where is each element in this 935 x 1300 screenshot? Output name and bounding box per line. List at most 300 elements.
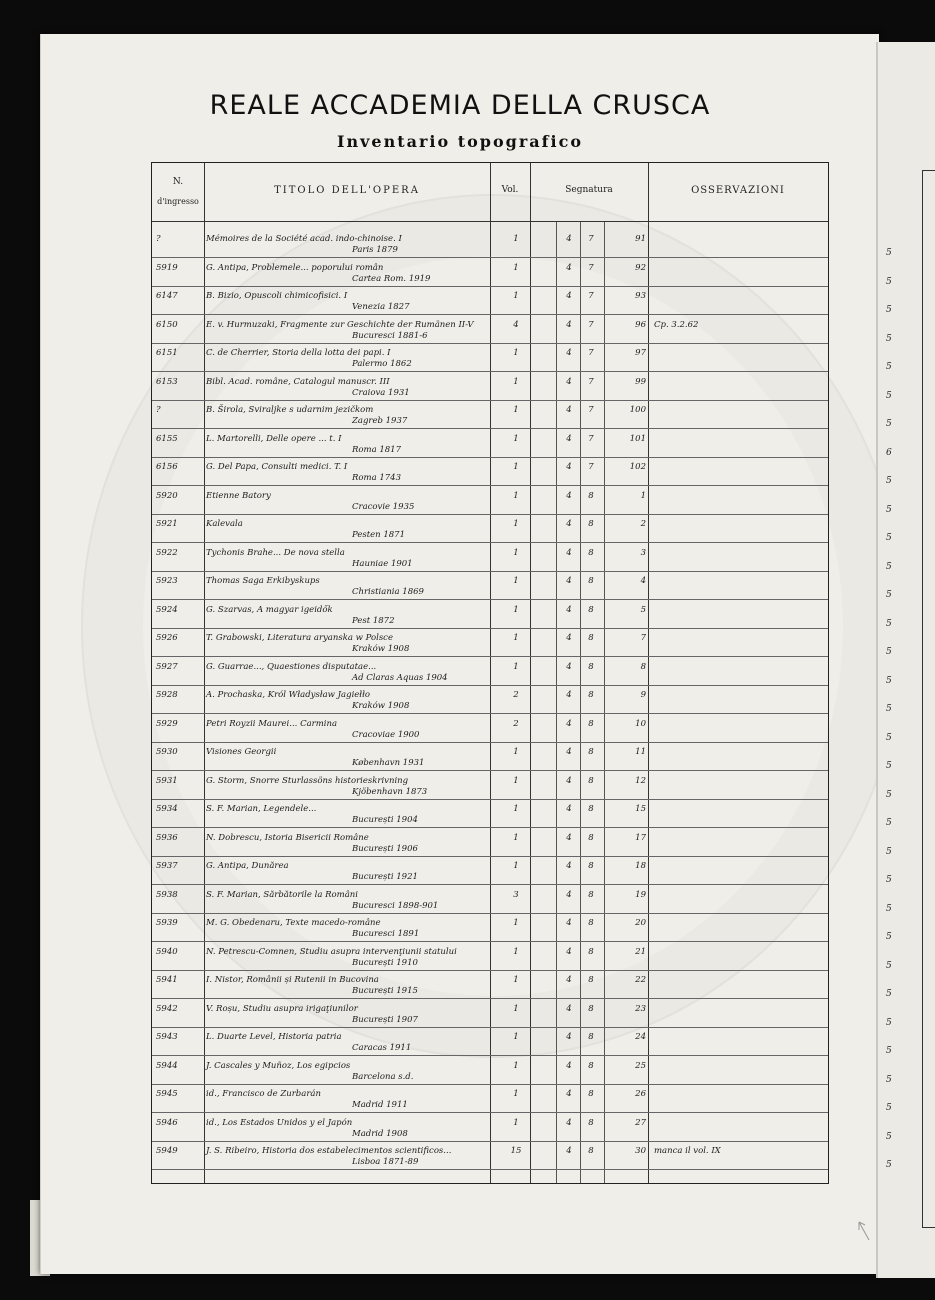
- shelfmark-part-3: 12: [635, 775, 646, 786]
- entry-volumes: 2: [513, 690, 519, 700]
- entry-place-date: București 1906: [352, 843, 418, 854]
- entry-place-date: Cracoviae 1900: [352, 729, 420, 740]
- entry-volumes: 1: [513, 576, 519, 586]
- shelfmark-part-3: 19: [635, 889, 646, 900]
- table-row: [152, 773, 828, 800]
- shelfmark-part-3: 11: [635, 747, 646, 757]
- shelfmark-part-1: 4: [566, 1089, 572, 1099]
- shelfmark-part-2: 8: [588, 975, 594, 985]
- entry-volumes: 1: [513, 291, 519, 301]
- shelfmark-part-2: 8: [588, 861, 594, 871]
- shelfmark-part-3: 25: [635, 1060, 646, 1071]
- table-row: [152, 1086, 828, 1113]
- shelfmark-part-2: 8: [588, 918, 594, 928]
- entry-number: 5923: [156, 576, 178, 586]
- shelfmark-part-1: 4: [566, 804, 572, 814]
- entry-place-date: Cracovie 1935: [352, 501, 415, 512]
- shelfmark-part-1: 4: [566, 661, 572, 672]
- entry-volumes: 2: [513, 718, 519, 729]
- entry-observation: Cp. 3.2.62: [654, 319, 699, 330]
- header-rule: [152, 221, 828, 222]
- shelfmark-part-1: 4: [566, 234, 572, 244]
- entry-place-date: Barcelona s.d.: [352, 1071, 414, 1082]
- entry-number: 5931: [156, 775, 178, 786]
- entry-place-date: Roma 1817: [352, 444, 401, 455]
- entry-number: 6151: [156, 348, 178, 358]
- entry-title: L. Duarte Level, Historia patria: [206, 1032, 342, 1042]
- shelfmark-part-3: 27: [635, 1117, 646, 1128]
- shelfmark-part-3: 91: [635, 234, 646, 244]
- entry-number: 6153: [156, 376, 178, 387]
- shelfmark-part-1: 4: [566, 1146, 572, 1156]
- entry-place-date: Pest 1872: [352, 615, 395, 626]
- shelfmark-part-2: 8: [588, 1089, 594, 1099]
- entry-number: 5934: [156, 804, 178, 814]
- shelfmark-part-2: 8: [588, 547, 594, 558]
- entry-place-date: Bucuresci 1891: [352, 929, 420, 939]
- shelfmark-part-3: 24: [635, 1032, 646, 1042]
- shelfmark-part-1: 4: [566, 918, 572, 928]
- facing-page-table: [922, 170, 935, 1228]
- table-row: [152, 944, 828, 971]
- entry-number: 6147: [156, 291, 178, 301]
- facing-page-mark: 5: [886, 989, 892, 999]
- entry-title: V. Roșu, Studiu asupra irigaţiunilor: [206, 1003, 358, 1014]
- entry-title: J. S. Ribeiro, Historia dos estabelecimentos scientificos...: [206, 1146, 452, 1156]
- table-row: [152, 744, 828, 771]
- facing-page-mark: 5: [886, 1074, 892, 1085]
- entry-title: Kalevala: [206, 519, 243, 529]
- entry-number: 6155: [156, 433, 178, 444]
- table-row: [152, 915, 828, 942]
- entry-number: 5937: [156, 861, 178, 871]
- shelfmark-part-1: 4: [566, 547, 572, 558]
- shelfmark-part-2: 8: [588, 889, 594, 900]
- entry-place-date: Caracas 1911: [352, 1043, 412, 1053]
- entry-place-date: Craiova 1931: [352, 387, 410, 398]
- entry-title: Bibl. Acad. române, Catalogul manuscr. III: [206, 376, 390, 387]
- table-row: [152, 516, 828, 543]
- entry-number: 5920: [156, 490, 178, 501]
- entry-place-date: București 1915: [352, 986, 418, 996]
- shelfmark-part-3: 100: [629, 405, 646, 415]
- entry-place-date: Zagreb 1937: [352, 416, 408, 426]
- table-row: [152, 1115, 828, 1142]
- table-row: [152, 345, 828, 372]
- entry-number: 5930: [156, 747, 178, 757]
- entry-number: 5936: [156, 832, 178, 843]
- entry-title: L. Martorelli, Delle opere ... t. I: [206, 433, 342, 444]
- shelfmark-part-1: 4: [566, 747, 572, 757]
- entry-number: 6150: [156, 319, 178, 330]
- table-row: [152, 830, 828, 857]
- shelfmark-part-3: 9: [640, 690, 646, 700]
- shelfmark-part-2: 8: [588, 718, 594, 729]
- facing-page-mark: 5: [886, 789, 892, 800]
- entry-place-date: Lisboa 1871-89: [352, 1157, 419, 1167]
- entry-volumes: 1: [513, 946, 519, 957]
- entry-place-date: Kraków 1908: [352, 701, 410, 711]
- shelfmark-part-1: 4: [566, 490, 572, 501]
- shelfmark-part-3: 26: [635, 1089, 646, 1099]
- inventory-page: [40, 34, 879, 1274]
- entry-title: G. Antipa, Dunărea: [206, 861, 289, 871]
- entry-volumes: 1: [513, 433, 519, 444]
- entry-place-date: Pesten 1871: [352, 530, 405, 540]
- entry-title: id., Los Estados Unidos y el Japón: [206, 1117, 353, 1128]
- shelfmark-part-2: 8: [588, 690, 594, 700]
- facing-page-mark: 5: [886, 305, 892, 315]
- shelfmark-part-1: 4: [566, 376, 572, 387]
- table-row: [152, 573, 828, 600]
- entry-volumes: 1: [513, 804, 519, 814]
- facing-page-mark: 5: [886, 960, 892, 971]
- shelfmark-part-1: 4: [566, 519, 572, 529]
- entry-place-date: București 1910: [352, 957, 418, 968]
- shelfmark-part-1: 4: [566, 946, 572, 957]
- facing-page-mark: 5: [886, 590, 892, 600]
- facing-page-mark: 5: [886, 1160, 892, 1170]
- shelfmark-part-1: 4: [566, 1060, 572, 1071]
- shelfmark-part-2: 7: [588, 405, 594, 415]
- table-row: [152, 374, 828, 401]
- entry-place-date: București 1921: [352, 872, 418, 882]
- shelfmark-part-3: 92: [635, 262, 646, 273]
- institution-title: REALE ACCADEMIA DELLA CRUSCA: [209, 90, 711, 121]
- shelfmark-part-3: 7: [640, 633, 646, 643]
- shelfmark-part-1: 4: [566, 1003, 572, 1014]
- entry-title: B. Širola, Sviraljke s udarnim jezičkom: [206, 405, 374, 415]
- entry-number: 5939: [156, 918, 178, 928]
- entry-volumes: 1: [513, 348, 519, 358]
- shelfmark-part-1: 4: [566, 718, 572, 729]
- shelfmark-part-3: 2: [640, 519, 646, 529]
- shelfmark-part-3: 99: [635, 376, 646, 387]
- entry-title: G. Antipa, Problemele... poporului român: [206, 262, 384, 273]
- shelfmark-part-2: 8: [588, 576, 594, 586]
- entry-volumes: 1: [513, 975, 519, 985]
- entry-place-date: București 1907: [352, 1014, 418, 1025]
- shelfmark-part-3: 1: [640, 490, 646, 501]
- shelfmark-part-3: 21: [635, 946, 646, 957]
- facing-page-mark: 5: [886, 504, 892, 515]
- entry-observation: manca il vol. IX: [654, 1146, 721, 1156]
- entry-volumes: 1: [513, 1060, 519, 1071]
- entry-title: Visiones Georgii: [206, 747, 277, 757]
- table-row: [152, 260, 828, 287]
- shelfmark-part-1: 4: [566, 1032, 572, 1042]
- shelfmark-part-1: 4: [566, 975, 572, 985]
- shelfmark-part-1: 4: [566, 775, 572, 786]
- shelfmark-part-2: 8: [588, 1032, 594, 1042]
- entry-number: 5928: [156, 690, 178, 700]
- inventory-table: [151, 162, 829, 1184]
- shelfmark-part-2: 7: [588, 234, 594, 244]
- entry-place-date: København 1931: [352, 758, 425, 768]
- table-row: [152, 687, 828, 714]
- facing-page-mark: 5: [886, 1131, 892, 1142]
- table-row: [152, 972, 828, 999]
- facing-page: [876, 42, 935, 1278]
- col-header-vol: Vol.: [501, 185, 519, 195]
- entry-volumes: 1: [513, 747, 519, 757]
- shelfmark-part-2: 8: [588, 747, 594, 757]
- entry-number: 5949: [156, 1146, 178, 1156]
- entry-place-date: Madrid 1911: [352, 1100, 408, 1110]
- entry-title: M. G. Obedenaru, Texte macedo-române: [206, 918, 381, 928]
- shelfmark-part-2: 7: [588, 376, 594, 387]
- shelfmark-part-2: 8: [588, 946, 594, 957]
- facing-page-mark: 5: [886, 675, 892, 686]
- entry-place-date: Ad Claras Aquas 1904: [352, 672, 448, 683]
- facing-page-mark: 5: [886, 618, 892, 629]
- shelfmark-part-1: 4: [566, 433, 572, 444]
- shelfmark-part-2: 8: [588, 661, 594, 672]
- entry-place-date: Bucuresci 1898-901: [352, 900, 439, 911]
- entry-place-date: Palermo 1862: [352, 359, 412, 369]
- col-header-osservazioni: OSSERVAZIONI: [691, 185, 785, 196]
- facing-page-mark: 5: [886, 533, 892, 543]
- entry-title: Tychonis Brahe... De nova stella: [206, 547, 345, 558]
- entry-volumes: 1: [513, 1117, 519, 1128]
- table-row: [152, 1143, 828, 1170]
- shelfmark-part-1: 4: [566, 462, 572, 472]
- entry-volumes: 1: [513, 405, 519, 415]
- shelfmark-part-3: 5: [640, 604, 646, 615]
- shelfmark-part-3: 10: [635, 718, 646, 729]
- facing-page-mark: 5: [886, 903, 892, 914]
- table-row: [152, 630, 828, 657]
- shelfmark-part-2: 8: [588, 490, 594, 501]
- entry-volumes: 1: [513, 376, 519, 387]
- shelfmark-part-2: 8: [588, 775, 594, 786]
- facing-page-mark: 5: [886, 875, 892, 885]
- facing-page-mark: 5: [886, 1103, 892, 1113]
- entry-title: A. Prochaska, Król Władysław Jagiełło: [206, 690, 370, 700]
- entry-number: 5929: [156, 718, 178, 729]
- shelfmark-part-2: 8: [588, 604, 594, 615]
- table-row: [152, 801, 828, 828]
- shelfmark-part-3: 23: [635, 1003, 646, 1014]
- shelfmark-part-3: 96: [635, 319, 646, 330]
- table-row: [152, 1001, 828, 1028]
- shelfmark-part-3: 20: [635, 918, 646, 928]
- col-header-num: N.: [172, 177, 184, 187]
- entry-number: 5921: [156, 519, 178, 529]
- entry-place-date: Kraków 1908: [352, 644, 410, 654]
- table-row: [152, 602, 828, 629]
- entry-number: 5919: [156, 262, 178, 273]
- shelfmark-part-2: 7: [588, 291, 594, 301]
- table-row: [152, 231, 828, 258]
- col-header-title: TITOLO DELL'OPERA: [274, 185, 420, 196]
- entry-volumes: 1: [513, 775, 519, 786]
- inventory-subtitle: Inventario topografico: [336, 132, 583, 151]
- entry-number: 5924: [156, 604, 178, 615]
- entry-number: 5946: [156, 1117, 178, 1128]
- shelfmark-part-2: 7: [588, 262, 594, 273]
- shelfmark-part-2: 8: [588, 832, 594, 843]
- shelfmark-part-1: 4: [566, 291, 572, 301]
- table-row: [152, 659, 828, 686]
- shelfmark-part-3: 102: [629, 462, 646, 472]
- table-row: [152, 317, 828, 344]
- facing-page-mark: 5: [886, 846, 892, 857]
- shelfmark-part-2: 8: [588, 804, 594, 814]
- entry-title: E. v. Hurmuzaki, Fragmente zur Geschichte der Rumänen II-V: [206, 319, 474, 330]
- shelfmark-part-3: 8: [640, 661, 646, 672]
- entry-place-date: Cartea Rom. 1919: [352, 273, 431, 284]
- shelfmark-part-2: 8: [588, 1003, 594, 1014]
- shelfmark-part-2: 7: [588, 348, 594, 358]
- shelfmark-part-2: 8: [588, 1060, 594, 1071]
- table-row: [152, 459, 828, 486]
- entry-number: ?: [156, 405, 161, 415]
- shelfmark-part-3: 97: [635, 348, 646, 358]
- shelfmark-part-2: 8: [588, 1117, 594, 1128]
- facing-page-mark: 5: [886, 647, 892, 657]
- entry-title: G. Del Papa, Consulti medici. T. I: [206, 462, 348, 472]
- shelfmark-part-3: 15: [635, 804, 646, 814]
- entry-title: id., Francisco de Zurbarán: [206, 1089, 321, 1099]
- table-row: [152, 858, 828, 885]
- entry-volumes: 1: [513, 918, 519, 928]
- table-row: [152, 887, 828, 914]
- shelfmark-part-1: 4: [566, 832, 572, 843]
- entry-volumes: 1: [513, 832, 519, 843]
- table-row: [152, 288, 828, 315]
- entry-volumes: 1: [513, 234, 519, 244]
- facing-page-mark: 5: [886, 476, 892, 486]
- shelfmark-part-1: 4: [566, 633, 572, 643]
- entry-number: 5941: [156, 975, 178, 985]
- shelfmark-part-1: 4: [566, 861, 572, 871]
- entry-place-date: București 1904: [352, 815, 418, 825]
- entry-number: 5942: [156, 1003, 178, 1014]
- entry-title: T. Grabowski, Literatura aryanska w Polsce: [206, 633, 393, 643]
- entry-number: 5940: [156, 946, 178, 957]
- shelfmark-part-1: 4: [566, 262, 572, 273]
- entry-title: Etienne Batory: [206, 490, 271, 501]
- facing-page-mark: 5: [886, 1046, 892, 1056]
- shelfmark-part-1: 4: [566, 576, 572, 586]
- entry-volumes: 1: [513, 661, 519, 672]
- shelfmark-part-3: 17: [635, 832, 646, 843]
- shelfmark-part-3: 30: [635, 1146, 646, 1156]
- entry-place-date: Paris 1879: [352, 245, 398, 255]
- entry-volumes: 1: [513, 490, 519, 501]
- entry-place-date: Hauniae 1901: [352, 558, 413, 569]
- facing-page-mark: 5: [886, 362, 892, 372]
- table-row: [152, 1058, 828, 1085]
- facing-page-mark: 5: [886, 248, 892, 258]
- shelfmark-part-2: 8: [588, 1146, 594, 1156]
- shelfmark-part-2: 8: [588, 519, 594, 529]
- entry-title: G. Storm, Snorre Sturlassöns historieskrivning: [206, 775, 409, 786]
- shelfmark-part-1: 4: [566, 604, 572, 615]
- facing-page-mark: 5: [886, 276, 892, 287]
- shelfmark-part-3: 4: [640, 576, 646, 586]
- entry-volumes: 3: [513, 889, 519, 900]
- facing-page-mark: 5: [886, 1017, 892, 1028]
- entry-title: Thomas Saga Erkibyskups: [206, 576, 320, 586]
- entry-place-date: Venezia 1827: [352, 302, 410, 312]
- entry-number: 5922: [156, 547, 178, 558]
- entry-number: 5926: [156, 633, 178, 643]
- entry-number: 5938: [156, 889, 178, 900]
- entry-number: 5945: [156, 1089, 178, 1099]
- shelfmark-part-1: 4: [566, 889, 572, 900]
- entry-number: 5927: [156, 661, 178, 672]
- entry-number: ?: [156, 234, 161, 244]
- entry-volumes: 1: [513, 262, 519, 273]
- entry-title: I. Nistor, Românii și Rutenii in Bucovina: [206, 975, 379, 985]
- entry-volumes: 1: [513, 633, 519, 643]
- shelfmark-part-2: 8: [588, 633, 594, 643]
- entry-title: N. Dobrescu, Istoria Bisericii Române: [206, 832, 369, 843]
- shelfmark-part-2: 7: [588, 462, 594, 472]
- table-row: [152, 402, 828, 429]
- shelfmark-part-1: 4: [566, 1117, 572, 1128]
- entry-title: B. Bizio, Opuscoli chimicofisici. I: [206, 291, 348, 301]
- entry-volumes: 1: [513, 1032, 519, 1042]
- entry-title: G. Guarrae..., Quaestiones disputatae...: [206, 661, 377, 672]
- facing-page-mark: 5: [886, 932, 892, 942]
- entry-volumes: 1: [513, 1089, 519, 1099]
- shelfmark-part-1: 4: [566, 319, 572, 330]
- entry-title: C. de Cherrier, Storia della lotta dei papi. I: [206, 348, 391, 358]
- entry-volumes: 1: [513, 604, 519, 615]
- entry-place-date: Roma 1743: [352, 473, 401, 483]
- shelfmark-part-1: 4: [566, 405, 572, 415]
- col-header-num-sub: d'ingresso: [157, 197, 199, 206]
- shelfmark-part-3: 22: [635, 975, 646, 985]
- pencil-arrow-mark: [857, 1220, 871, 1242]
- shelfmark-part-2: 7: [588, 433, 594, 444]
- table-row: [152, 488, 828, 515]
- shelfmark-part-3: 101: [629, 433, 646, 444]
- entry-volumes: 1: [513, 1003, 519, 1014]
- entry-title: S. F. Marian, Legendele...: [206, 804, 317, 814]
- entry-number: 5944: [156, 1060, 178, 1071]
- entry-volumes: 1: [513, 519, 519, 529]
- facing-page-mark: 6: [886, 447, 892, 458]
- shelfmark-part-2: 7: [588, 319, 594, 330]
- shelfmark-part-3: 18: [635, 861, 646, 871]
- entry-title: J. Cascales y Muñoz, Los egipcios: [206, 1060, 351, 1071]
- facing-page-mark: 5: [886, 818, 892, 828]
- entry-volumes: 1: [513, 462, 519, 472]
- entry-title: Mémoires de la Société acad. indo-chinoise. I: [206, 234, 402, 244]
- entry-place-date: Madrid 1908: [352, 1128, 408, 1139]
- facing-page-mark: 5: [886, 732, 892, 743]
- entry-volumes: 15: [510, 1146, 522, 1156]
- entry-volumes: 4: [513, 319, 519, 330]
- shelfmark-part-3: 3: [640, 547, 646, 558]
- facing-page-mark: 5: [886, 704, 892, 714]
- entry-number: 5943: [156, 1032, 178, 1042]
- entry-title: Petri Royzii Maurei... Carmina: [206, 718, 338, 729]
- entry-volumes: 1: [513, 861, 519, 871]
- entry-place-date: Kjöbenhavn 1873: [352, 786, 428, 797]
- facing-page-mark: 5: [886, 333, 892, 344]
- facing-page-mark: 5: [886, 761, 892, 771]
- table-row: [152, 716, 828, 743]
- entry-place-date: Christiania 1869: [352, 587, 424, 597]
- entry-volumes: 1: [513, 547, 519, 558]
- shelfmark-part-1: 4: [566, 690, 572, 700]
- entry-title: N. Petrescu-Comnen, Studiu asupra intervenţiunii statului: [206, 946, 457, 957]
